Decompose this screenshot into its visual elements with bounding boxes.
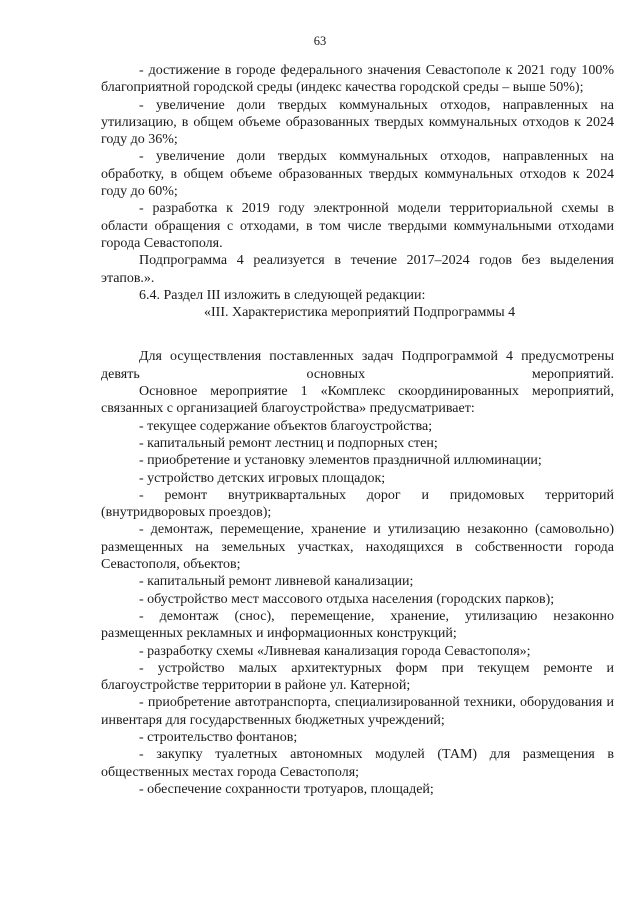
- paragraph-indicator-waste-processing: - увеличение доли твердых коммунальных отходов, направленных на обработку, в общем объеме образованных твердых коммунальных отходов к 2024 году до 60%;: [101, 149, 614, 200]
- list-item-toilet-modules: - закупку туалетных автономных модулей (ТАМ) для размещения в общественных местах города Севастополя;: [101, 747, 614, 780]
- paragraph-intro-line1: [101, 348, 614, 383]
- list-item-advertising-removal: - демонтаж (снос), перемещение, хранение, утилизацию незаконно размещенных рекламных и информационных конструкций;: [101, 608, 614, 642]
- list-item-architectural-forms: - устройство малых архитектурных форм при текущем ремонте и благоустройстве территории в районе ул. Катерной;: [101, 660, 614, 694]
- paragraph-main-activity-1: Основное мероприятие 1 «Комплекс скоординированных мероприятий, связанных с организацией благоустройства» предусматривает:: [101, 384, 614, 417]
- document-body: [101, 62, 614, 798]
- list-item-illumination: - приобретение и установку элементов праздничной иллюминации;: [139, 453, 542, 469]
- paragraph-intro: Для осуществления поставленных задач Подпрограммой 4 предусмотрены девять основных мероприятий.: [101, 349, 614, 382]
- paragraph-indicator-waste-utilization: - увеличение доли твердых коммунальных отходов, направленных на утилизацию, в общем объеме образованных твердых коммунальных отходов к 2024 году до 36%;: [101, 97, 614, 148]
- list-item-storm-sewer-scheme: - разработку схемы «Ливневая канализация города Севастополя»;: [139, 643, 531, 659]
- list-item-maintenance: - текущее содержание объектов благоустройства;: [139, 418, 433, 434]
- paragraph-implementation-period: Подпрограмма 4 реализуется в течение 2017–2024 годов без выделения этапов.».: [101, 253, 614, 286]
- list-item-stairs-repair: - капитальный ремонт лестниц и подпорных стен;: [139, 435, 438, 451]
- list-item-fountains: - строительство фонтанов;: [139, 729, 298, 745]
- page-number: 63: [313, 34, 327, 48]
- list-item-playgrounds: - устройство детских игровых площадок;: [139, 470, 386, 486]
- paragraph-indicator-electronic-model: - разработка к 2019 году электронной модели территориальной схемы в области обращения с отходами, в том числе твердыми коммунальными отходами города Севастополя.: [101, 201, 614, 251]
- list-item-storm-sewer-repair: - капитальный ремонт ливневой канализации;: [139, 574, 414, 590]
- list-item-sidewalks: - обеспечение сохранности тротуаров, площадей;: [139, 781, 434, 797]
- paragraph-indicator-urban-environment: - достижение в городе федерального значения Севастополе к 2021 году 100% благоприятной городской среды (индекс качества городской среды – выше 50%);: [101, 63, 614, 96]
- list-item-recreation-areas: - обустройство мест массового отдыха населения (городских парков);: [139, 591, 555, 607]
- list-item-illegal-objects: - демонтаж, перемещение, хранение и утилизацию незаконно (самовольно) размещенных на земельных участках, находящихся в собственности города Севастополя, объектов;: [101, 522, 614, 573]
- section-heading: «III. Характеристика мероприятий Подпрограммы 4: [204, 305, 516, 321]
- list-item-road-repair: - ремонт внутриквартальных дорог и придомовых территорий (внутридворовых проездов);: [101, 487, 614, 521]
- paragraph-section-amendment: 6.4. Раздел III изложить в следующей редакции:: [139, 287, 426, 303]
- list-item-vehicles-equipment: - приобретение автотранспорта, специализированной техники, оборудования и инвентаря для государственных бюджетных учреждений;: [101, 695, 614, 728]
